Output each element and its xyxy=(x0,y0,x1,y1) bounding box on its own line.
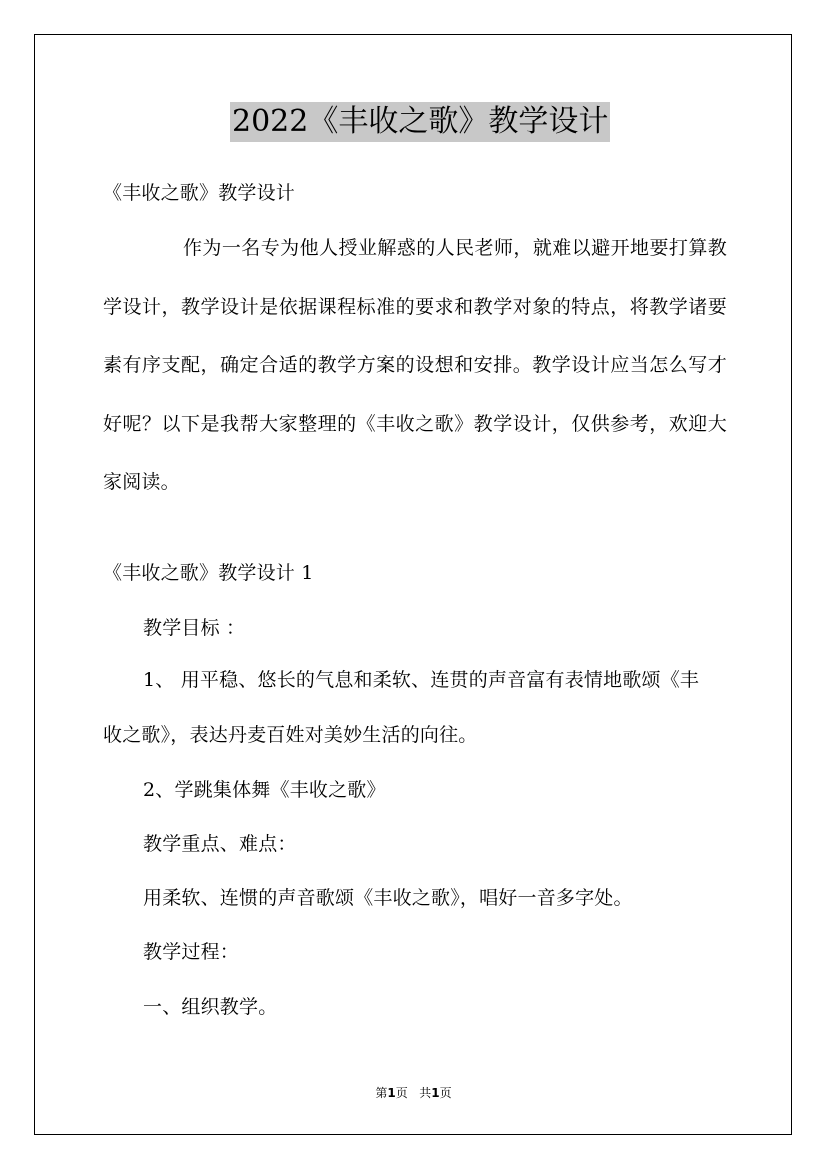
document-title: 2022《丰收之歌》教学设计 xyxy=(230,102,610,142)
page-prefix: 第 xyxy=(375,1086,388,1100)
page-footer xyxy=(0,1084,827,1101)
total-pages: 1 xyxy=(431,1086,440,1100)
page-suffix: 页 xyxy=(395,1086,408,1100)
section-heading: 《丰收之歌》教学设计 1 xyxy=(103,562,314,584)
process-step-1: 一、组织教学。 xyxy=(143,996,278,1018)
goal-2: 2、学跳集体舞《丰收之歌》 xyxy=(143,779,386,801)
total-suffix: 页 xyxy=(439,1086,452,1100)
goal-1-line-1: 1、 用平稳、悠长的气息和柔软、连贯的声音富有表情地歌颂《丰 xyxy=(143,669,700,691)
process-label: 教学过程： xyxy=(143,941,240,963)
key-points-text: 用柔软、连惯的声音歌颂《丰收之歌》，唱好一音多字处。 xyxy=(143,887,633,909)
key-points-label: 教学重点、难点： xyxy=(143,833,297,855)
goals-label: 教学目标 ： xyxy=(143,617,246,639)
intro-paragraph: 作为一名专为他人授业解惑的人民老师，就难以避开地要打算教学设计，教学设计是依据课程标准的要求和教学对象的特点，将教学诸要素有序支配，确定合适的教学方案的设想和安排。教学设计应当怎么写才好呢？以下是我帮大家整理的《丰收之歌》教学设计，仅供参考，欢迎大家阅读。 xyxy=(103,237,727,493)
goal-1-line-2: 收之歌》，表达丹麦百姓对美妙生活的向往。 xyxy=(103,724,478,746)
page-number: 1 xyxy=(387,1086,396,1100)
document-subtitle: 《丰收之歌》教学设计 xyxy=(103,182,296,204)
total-prefix: 共 xyxy=(419,1086,432,1100)
